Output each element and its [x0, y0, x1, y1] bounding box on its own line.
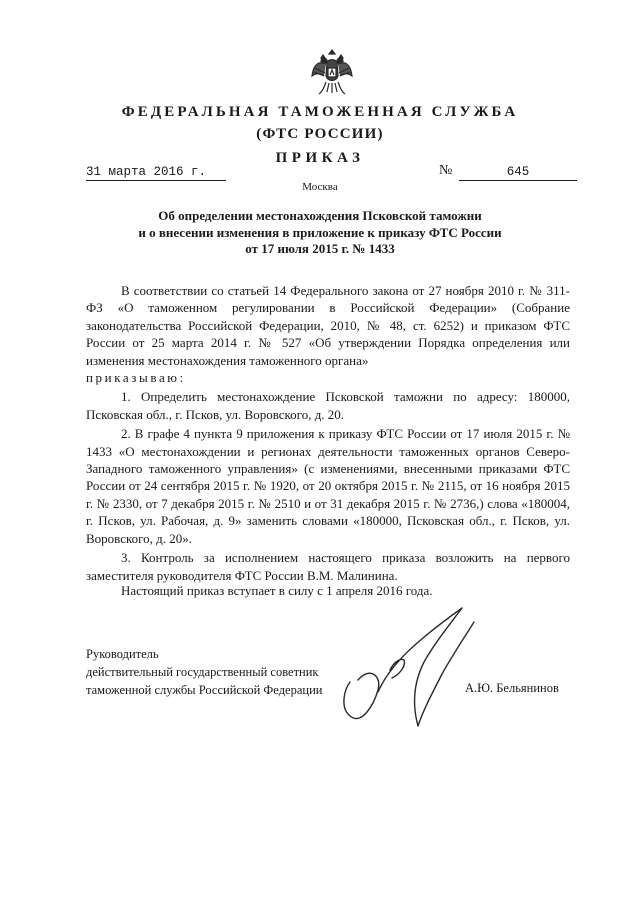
title-line: и о внесении изменения в приложение к приказу ФТС России — [138, 224, 502, 240]
russian-coat-of-arms-icon — [310, 46, 354, 98]
document-type: ПРИКАЗ — [275, 150, 365, 166]
order-item-1: 1. Определить местонахождение Псковской таможни по адресу: 180000, Псковская обл., г. Псков, ул. Воровского, д. 20. — [86, 389, 570, 422]
issue-place: Москва — [302, 181, 338, 193]
order-number-label: № — [439, 163, 453, 178]
handwritten-signature — [330, 600, 490, 740]
title-line: Об определении местонахождения Псковской таможни — [158, 208, 482, 223]
agency-short-name: (ФТС РОССИИ) — [256, 126, 384, 142]
order-number: 645 — [459, 165, 577, 181]
signer-position — [86, 645, 322, 699]
effective-date-statement: Настоящий приказ вступает в силу с 1 апреля 2016 года. — [121, 583, 433, 598]
signer-position-line: таможенной службы Российской Федерации — [86, 683, 323, 697]
document-title — [100, 208, 540, 258]
order-word: приказываю: — [86, 370, 186, 386]
title-line: от 17 июля 2015 г. № 1433 — [245, 241, 395, 256]
signer-position-line: Руководитель — [86, 647, 159, 661]
signer-name: А.Ю. Бельянинов — [465, 681, 559, 695]
document-body — [86, 282, 570, 584]
preamble-paragraph: В соответствии со статьей 14 Федерального закона от 27 ноября 2010 г. № 311-ФЗ «О таможенном регулировании в Российской Федерации» (Собрание законодательства Российской Федерации, 2010, № 48, ст. 6252) и приказом ФТС России от 25 марта 2014 г. № 527 «Об утверждении Порядка определения или изменения местонахождения таможенного органа» — [86, 283, 570, 368]
agency-name: ФЕДЕРАЛЬНАЯ ТАМОЖЕННАЯ СЛУЖБА — [121, 104, 519, 120]
order-item-2: 2. В графе 4 пункта 9 приложения к приказу ФТС России от 17 июля 2015 г. № 1433 «О местонахождении и регионах деятельности таможенных органов Северо-Западного таможенного управления» (с изменениями, внесенными приказами ФТС России от 24 сентября 2015 г. № 1920, от 20 октября 2015 г. № 2115, от 16 ноября 2015 г. № 2330, от 7 декабря 2015 г. № 2510 и от 31 декабря 2015 г. № 2736,) слова «180004, г. Псков, ул. Рабочая, д. 9» заменить словами «180000, Псковская обл., г. Псков, ул. Воровского, д. 20». — [86, 426, 570, 546]
order-item-3: 3. Контроль за исполнением настоящего приказа возложить на первого заместителя руководителя ФТС России В.М. Малинина. — [86, 550, 570, 583]
order-date: 31 марта 2016 г. — [86, 165, 226, 181]
signer-position-line: действительный государственный советник — [86, 665, 319, 679]
